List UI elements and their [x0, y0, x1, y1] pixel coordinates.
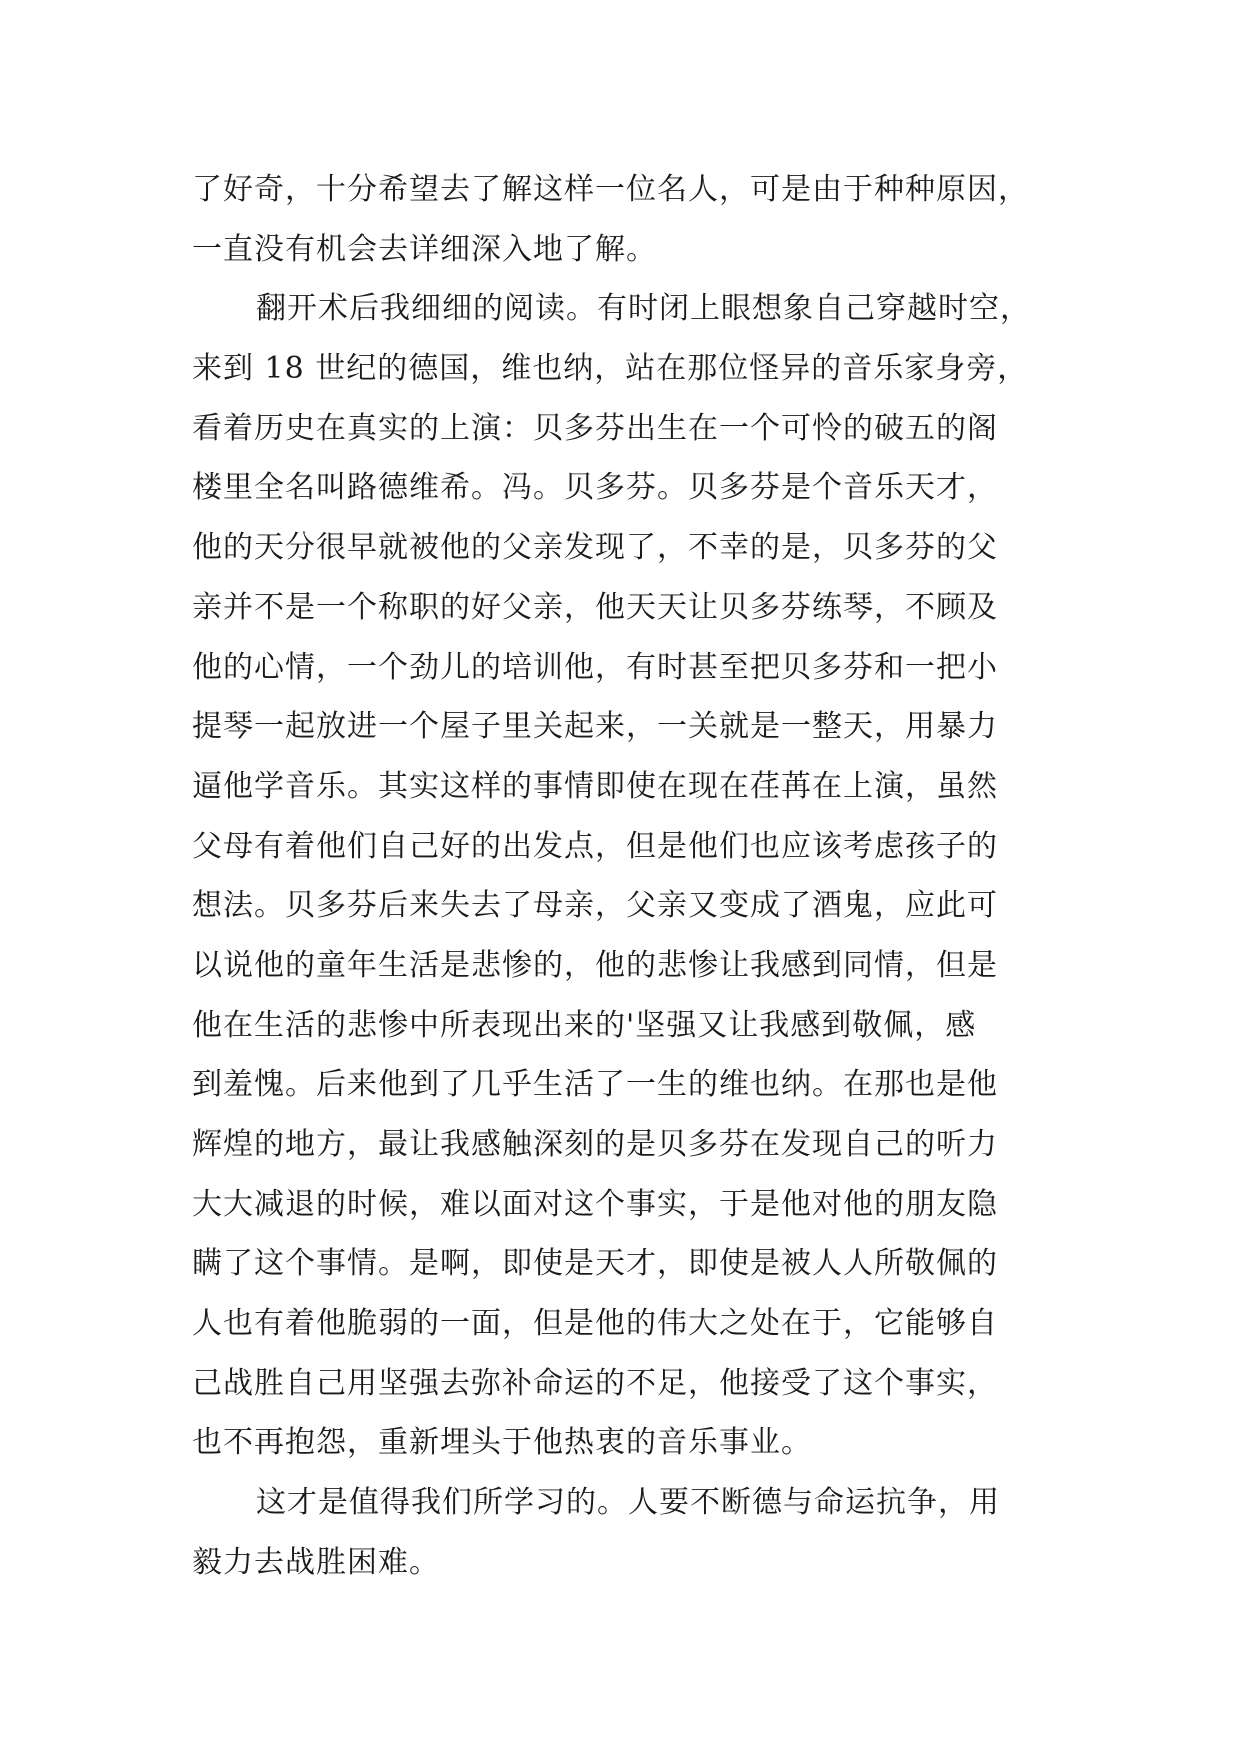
text-line: 到羞愧。后来他到了几乎生活了一生的维也纳。在那也是他	[192, 1067, 998, 1103]
text-line: 来到 18 世纪的德国，维也纳，站在那位怪异的音乐家身旁，	[192, 351, 1029, 387]
text-line: 看着历史在真实的上演：贝多芬出生在一个可怜的破五的阁	[192, 410, 998, 446]
text-line: 他的心情，一个劲儿的培训他，有时甚至把贝多芬和一把小	[192, 649, 998, 685]
text-line: 楼里全名叫路德维希。冯。贝多芬。贝多芬是个音乐天才，	[192, 470, 998, 506]
text-line: 也不再抱怨，重新埋头于他热衷的音乐事业。	[192, 1425, 812, 1461]
text-line: 人也有着他脆弱的一面，但是他的伟大之处在于，它能够自	[192, 1306, 998, 1342]
text-line: 辉煌的地方，最让我感触深刻的是贝多芬在发现自己的听力	[192, 1127, 998, 1162]
paragraph-2	[192, 279, 1092, 1473]
text-line: 父母有着他们自己好的出发点，但是他们也应该考虑孩子的	[192, 828, 998, 864]
paragraph-1	[192, 160, 1092, 279]
text-line: 提琴一起放进一个屋子里关起来，一关就是一整天，用暴力	[192, 709, 998, 745]
text-line: 他在生活的悲惨中所表现出来的'坚强又让我感到敬佩，感	[192, 1007, 977, 1043]
essay-body	[192, 160, 1092, 1593]
text-line: 这才是值得我们所学习的。人要不断德与命运抗争，用	[256, 1485, 1000, 1521]
text-line: 了好奇，十分希望去了解这样一位名人，可是由于种种原因，	[192, 172, 1029, 207]
text-line: 想法。贝多芬后来失去了母亲，父亲又变成了酒鬼，应此可	[192, 888, 998, 924]
text-line: 翻开术后我细细的阅读。有时闭上眼想象自己穿越时空，	[256, 291, 1031, 327]
text-line: 己战胜自己用坚强去弥补命运的不足，他接受了这个事实，	[192, 1365, 998, 1401]
text-line: 他的天分很早就被他的父亲发现了，不幸的是，贝多芬的父	[192, 530, 998, 566]
paragraph-3	[192, 1473, 1092, 1592]
text-line: 大大减退的时候，难以面对这个事实，于是他对他的朋友隐	[192, 1186, 998, 1222]
text-line: 瞒了这个事情。是啊，即使是天才，即使是被人人所敬佩的	[192, 1246, 998, 1282]
text-line: 毅力去战胜困难。	[192, 1544, 440, 1580]
text-line: 一直没有机会去详细深入地了解。	[192, 231, 657, 267]
text-line: 以说他的童年生活是悲惨的，他的悲惨让我感到同情，但是	[192, 947, 998, 983]
text-line: 逼他学音乐。其实这样的事情即使在现在荏苒在上演，虽然	[192, 768, 998, 804]
text-line: 亲并不是一个称职的好父亲，他天天让贝多芬练琴，不顾及	[192, 589, 998, 625]
